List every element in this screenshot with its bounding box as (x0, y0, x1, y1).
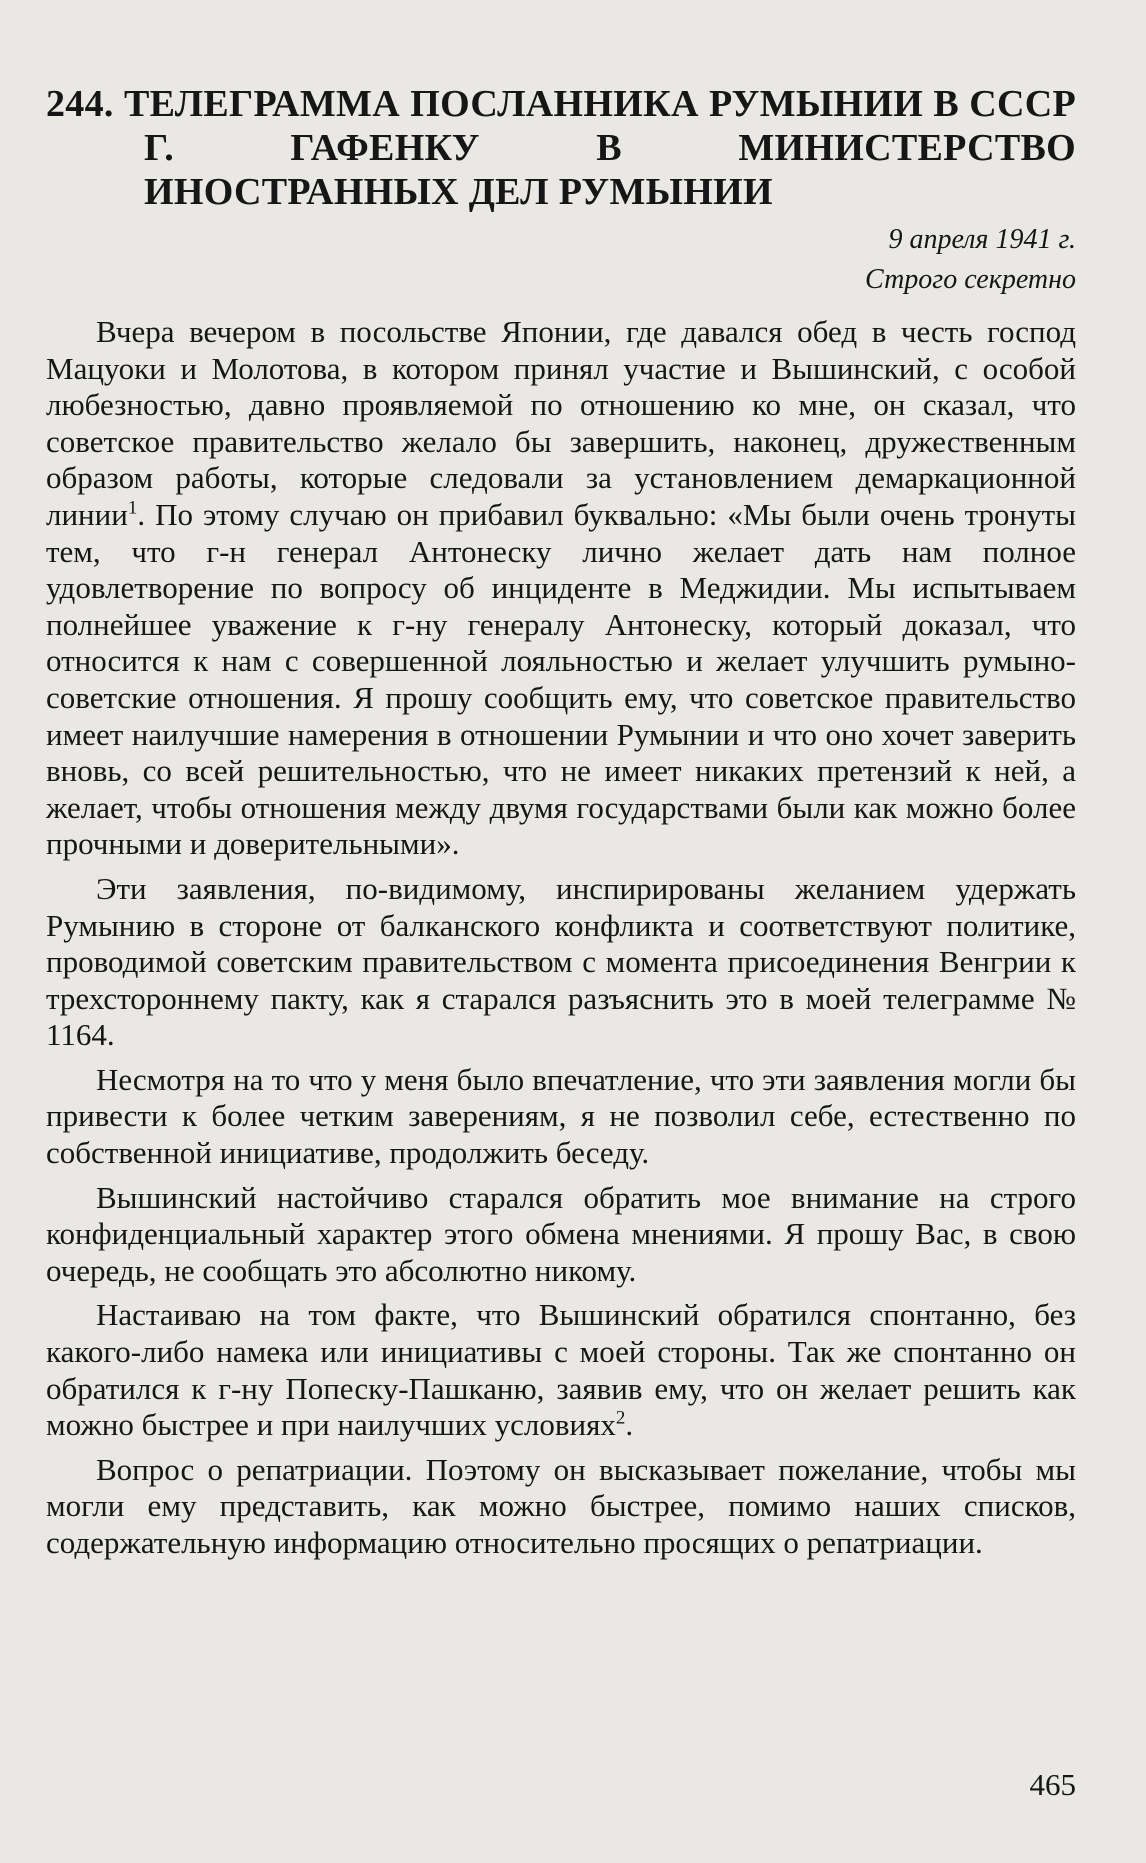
paragraph: Вчера вечером в посольстве Японии, где давался обед в честь господ Мацуоки и Молотова, в котором принял участие и Вышинский, с особой любезностью, давно проявляемой по отношению ко мне, он сказал, что советское правительство желало бы завершить, наконец, дружественным образом работы, которые следовали за установлением демаркационной линии$^1$. По этому случаю он прибавил буквально: «Мы были очень тронуты тем, что г-н генерал Антонеску лично желает дать нам полное удовлетворение по вопросу об инциденте в Меджидии. Мы испытываем полнейшее уважение к г-ну генералу Антонеску, который доказал, что относится к нам с совершенной лояльностью и желает улучшить румыно-советские отношения. Я прошу сообщить ему, что советское правительство имеет наилучшие намерения в отношении Румынии и что оно хочет заверить вновь, со всей решительностью, что не имеет никаких претензий к ней, а желает, чтобы отношения между двумя государствами были как можно более прочными и доверительными». (46, 314, 1076, 862)
document-date: 9 апреля 1941 г. (888, 224, 1076, 255)
paragraph: Вопрос о репатриации. Поэтому он высказывает пожелание, чтобы мы могли ему представить, как можно быстрее, помимо наших списков, содержательную информацию относительно просящих о репатриации. (46, 1451, 1076, 1560)
paragraph: Несмотря на то что у меня было впечатление, что эти заявления могли бы привести к более четким заверениям, я не позволил себе, естественно по собственной инициативе, продолжить беседу. (46, 1061, 1076, 1171)
paragraph: Эти заявления, по-видимому, инспирированы желанием удержать Румынию в стороне от балканского конфликта и соответствуют политике, проводимой советским правительством с момента присоединения Венгрии к трехстороннему пакту, как я старался разъяснить это в моей телеграмме № 1164. (46, 870, 1076, 1053)
paragraph: Настаиваю на том факте, что Вышинский обратился спонтанно, без какого-либо намека или инициативы с моей стороны. Так же спонтанно он обратился к г-ну Попеску-Пашканю, заявив ему, что он желает решить как можно быстрее и при наилучших условиях$^2$. (46, 1297, 1076, 1443)
document-heading: 244. ТЕЛЕГРАММА ПОСЛАННИКА РУМЫНИИ В СССР Г. ГАФЕНКУ В МИНИСТЕРСТВО ИНОСТРАННЫХ ДЕЛ РУМЫНИИ (46, 83, 1076, 213)
footnote-marker: 1 (127, 497, 138, 519)
paragraph: Вышинский настойчиво старался обратить мое внимание на строго конфиденциальный характер этого обмена мнениями. Я прошу Вас, в свою очередь, не сообщать это абсолютно никому. (46, 1179, 1076, 1288)
document-body (46, 314, 1076, 1562)
footnote-marker: 2 (615, 1407, 626, 1429)
page-number: 465 (1029, 1767, 1076, 1802)
document-meta (46, 220, 1076, 300)
classification-label: Строго секретно (865, 264, 1076, 295)
